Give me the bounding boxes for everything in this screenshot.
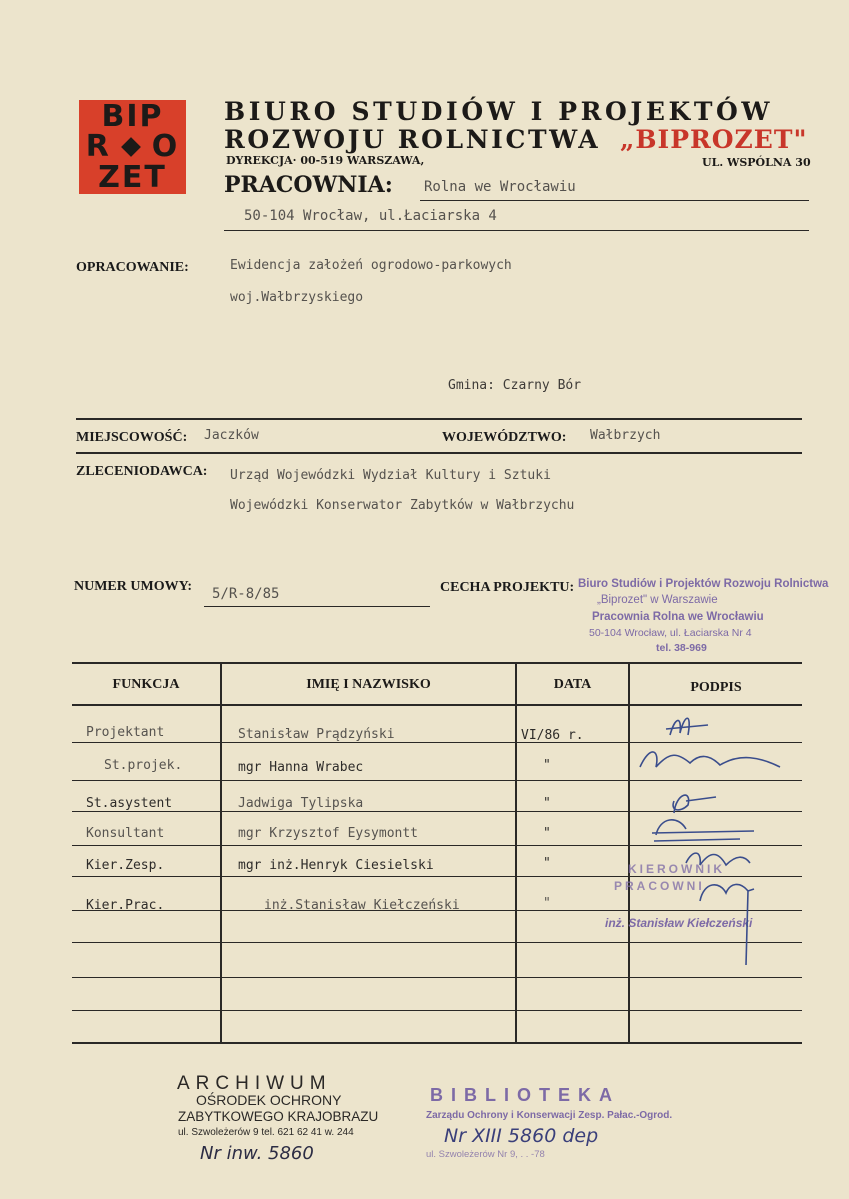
- header-biprozet: „BIPROZET": [620, 125, 808, 154]
- pracownia-address: 50-104 Wrocław, ul.Łaciarska 4: [244, 208, 497, 224]
- divider-1: [76, 418, 802, 420]
- row-2-nazwisko: mgr Hanna Wrabec: [238, 760, 364, 775]
- row-3-funkcja: St.asystent: [86, 796, 173, 811]
- archiwum-line1: OŚRODEK OCHRONY: [196, 1092, 342, 1108]
- archiwum-line3: ul. Szwoleżerów 9 tel. 621 62 41 w. 244: [178, 1127, 354, 1138]
- row-1-funkcja: Projektant: [86, 725, 165, 740]
- stamp-pracowni: PRACOWNI: [614, 879, 705, 893]
- opracowanie-line2: woj.Wałbrzyskiego: [230, 290, 364, 305]
- logo-letter-o: O: [151, 129, 180, 164]
- header-funkcja: FUNKCJA: [112, 677, 180, 692]
- signature-1: [666, 718, 708, 735]
- pracownia-underline: [420, 200, 809, 201]
- signature-2: [640, 752, 780, 767]
- logo-diamond-icon: [121, 137, 141, 157]
- opracowanie-label: OPRACOWANIE:: [76, 260, 189, 275]
- row-4-nazwisko: mgr Krzysztof Eysymontt: [238, 826, 419, 841]
- biblioteka-line2: ul. Szwoleżerów Nr 9, . . -78: [426, 1149, 545, 1160]
- miejscowosc-value: Jaczków: [204, 428, 259, 443]
- header-nazwisko: IMIĘ I NAZWISKO: [306, 677, 431, 692]
- biblioteka-title: BIBLIOTEKA: [430, 1085, 620, 1105]
- opracowanie-line1: Ewidencja założeń ogrodowo-parkowych: [230, 258, 512, 273]
- header-data: DATA: [553, 677, 592, 692]
- row-3-nazwisko: Jadwiga Tylipska: [238, 796, 364, 811]
- row-5-nazwisko: mgr inż.Henryk Ciesielski: [238, 858, 434, 873]
- stamp-line4: 50-104 Wrocław, ul. Łaciarska Nr 4: [589, 627, 752, 639]
- logo-row-1: BIP: [101, 99, 164, 134]
- biblioteka-line1: Zarządu Ochrony i Konserwacji Zesp. Pałac.-Ogrod.: [426, 1110, 673, 1121]
- stamp-line3: Pracownia Rolna we Wrocławiu: [592, 611, 764, 623]
- stamp-kierownik-name: inż. Stanisław Kiełczeński: [605, 916, 753, 930]
- table-col-divider-1: [220, 664, 222, 1042]
- umowy-underline: [204, 606, 430, 607]
- biprozet-logo: [79, 100, 186, 194]
- archiwum-inventory-number: Nr inw. 5860: [200, 1143, 314, 1164]
- row-6-nazwisko: inż.Stanisław Kiełczeński: [264, 898, 460, 913]
- stamp-line5: tel. 38-969: [656, 642, 707, 654]
- row-4-funkcja: Konsultant: [86, 826, 165, 841]
- row-2-data: ": [543, 758, 551, 773]
- row-2-funkcja: St.projek.: [104, 758, 183, 773]
- row-5-funkcja: Kier.Zesp.: [86, 858, 165, 873]
- row-line-8: [72, 977, 802, 978]
- row-4-data: ": [543, 826, 551, 841]
- zleceniodawca-line1: Urząd Wojewódzki Wydział Kultury i Sztuki: [230, 468, 551, 483]
- header-podpis: PODPIS: [690, 680, 742, 695]
- row-6-data: ": [543, 896, 551, 911]
- row-1-data: VI/86 r.: [521, 728, 584, 743]
- gmina-value: Gmina: Czarny Bór: [448, 378, 582, 393]
- row-5-data: ": [543, 856, 551, 871]
- numer-umowy-value: 5/R-8/85: [212, 586, 280, 602]
- divider-2: [76, 452, 802, 454]
- address-underline: [224, 230, 809, 231]
- logo-row-3: ZET: [98, 160, 167, 195]
- row-line-9: [72, 1010, 802, 1011]
- wojewodztwo-value: Wałbrzych: [590, 428, 661, 443]
- header-title-line1: BIURO STUDIÓW I PROJEKTÓW: [224, 97, 774, 126]
- table-bottom-border: [72, 1042, 802, 1044]
- signature-3: [673, 795, 716, 813]
- numer-umowy-label: NUMER UMOWY:: [74, 579, 193, 594]
- miejscowosc-label: MIEJSCOWOŚĆ:: [76, 430, 188, 445]
- archiwum-line2: ZABYTKOWEGO KRAJOBRAZU: [178, 1109, 379, 1124]
- zleceniodawca-line2: Wojewódzki Konserwator Zabytków w Wałbrzychu: [230, 498, 575, 513]
- wojewodztwo-label: WOJEWÓDZTWO:: [442, 430, 567, 445]
- row-3-data: ": [543, 796, 551, 811]
- archiwum-title: ARCHIWUM: [177, 1073, 332, 1094]
- signature-5: [686, 853, 750, 865]
- cecha-label: CECHA PROJEKTU:: [440, 580, 575, 595]
- stamp-line2: „Biprozet" w Warszawie: [597, 594, 718, 606]
- row-6-funkcja: Kier.Prac.: [86, 898, 165, 913]
- signature-4: [652, 820, 754, 841]
- stamp-line1: Biuro Studiów i Projektów Rozwoju Rolnictwa: [578, 578, 829, 590]
- biblioteka-register-number: Nr XIII 5860 dep: [444, 1125, 599, 1147]
- header-street: UL. WSPÓLNA 30: [702, 156, 811, 169]
- logo-row-2: [79, 129, 186, 164]
- pracownia-value: Rolna we Wrocławiu: [424, 179, 576, 195]
- header-directorate: DYREKCJA· 00-519 WARSZAWA,: [226, 154, 425, 167]
- pracownia-label: PRACOWNIA:: [224, 172, 393, 198]
- row-1-nazwisko: Stanisław Prądzyński: [238, 727, 395, 742]
- stamp-kierownik: KIEROWNIK: [628, 862, 725, 876]
- table-col-divider-2: [515, 664, 517, 1042]
- table-top-border: [72, 662, 802, 664]
- signatures: [630, 705, 802, 965]
- logo-letter-r: R: [85, 129, 111, 164]
- signature-6: [700, 884, 754, 965]
- header-title-line2: ROZWOJU ROLNICTWA: [224, 125, 601, 154]
- zleceniodawca-label: ZLECENIODAWCA:: [76, 464, 208, 479]
